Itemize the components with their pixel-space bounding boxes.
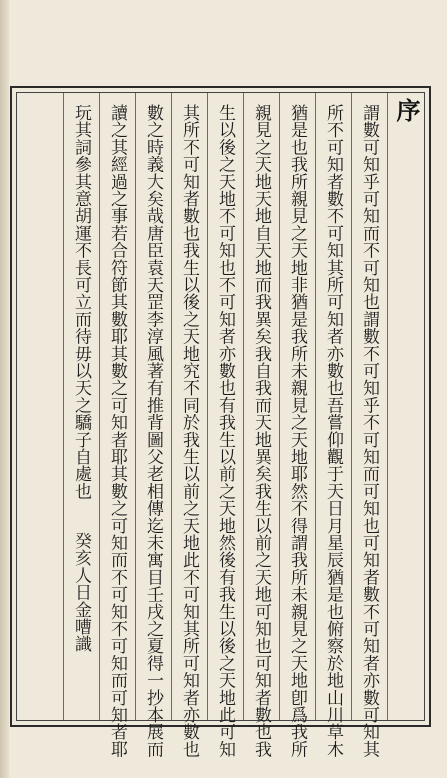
text-column: 猶是也我所親見之天地非猶是我所未親見之天地耶然不得謂我所未親見之天地卽爲我所 xyxy=(287,104,307,758)
column-rule xyxy=(315,93,316,720)
column-rule xyxy=(387,93,388,720)
column-rule xyxy=(99,93,100,720)
page-spine xyxy=(0,0,9,778)
text-column: 生以後之天地不可知也不可知者亦數也有我生以前之天地然後有我生以後之天地此可知 xyxy=(215,104,235,758)
text-column: 謂數可知乎可知而不可知也謂數不可知乎不可知而可知也可知者數不可知者亦數可知其 xyxy=(359,104,379,758)
column-rule xyxy=(243,93,244,720)
signature: 癸亥人日金嘈識 xyxy=(71,532,91,653)
column-rule xyxy=(135,93,136,720)
text-column: 親見之天地天地自天地而我異矣我自我而天地異矣我生以前之天地可知也可知者數也我 xyxy=(251,104,271,758)
column-rule xyxy=(279,93,280,720)
column-rule xyxy=(351,93,352,720)
column-rule xyxy=(171,93,172,720)
text-column: 讀之其經過之事若合符節其數耶其數之可知者耶其數之可知而不可知不可知而可知者耶 xyxy=(107,104,127,758)
column-rule xyxy=(207,93,208,720)
preface-heading: 序 xyxy=(392,98,421,122)
text-column: 玩其詞參其意胡運不長可立而待毋以天之驕子自處也 xyxy=(71,104,91,500)
text-column: 數之時義大矣哉唐臣袁天罡李淳風著有推背圖父老相傳迄未寓目壬戌之夏得一抄本展而 xyxy=(143,104,163,758)
text-column: 其所不可知者數也我生以後之天地究不同於我生以前之天地此不可知其所可知者亦數也 xyxy=(179,104,199,758)
column-rule xyxy=(63,93,64,720)
text-column: 所不可知者數不可知其所可知者亦數也吾嘗仰觀于天日月星辰猶是也俯察於地山川草木 xyxy=(323,104,343,758)
